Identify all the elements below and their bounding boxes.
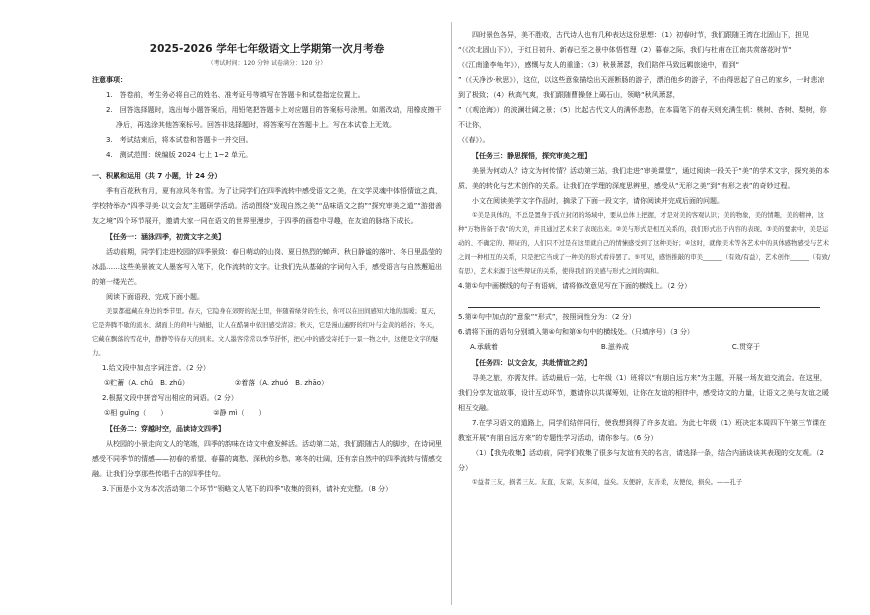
poem-fill-text: 四时景色各异，美不胜收，古代诗人也有几种表达这份思想：（1）初春时节，我们跟随王湾在北固山下，担见: [472, 31, 809, 39]
task-four-heading: 【任务四：以文会友，共赴情谊之约】: [472, 359, 591, 367]
task-three-instruction: 小文在阅读美学文字作品时，摘录了下面一段文字，请你阅读并完成后面的问题。: [472, 197, 724, 205]
task-four-text: 寻美之旅，亦需友伴。活动最后一站，七年级（1）班将以“有朋自远方来”为主题，开展一场友谊交流会。在这里，我们分享友谊故事，设计互动环节，邀请你以共谋筹划，让你在友谊的相伴中，感受诗文的力量，让语文之美与友谊之暖相互交融。: [458, 374, 829, 412]
option[interactable]: C.贯穿于: [731, 343, 760, 351]
question-7-part-1: （1）【我先收集】活动前，同学们收集了很多与友谊有关的名言，请选择一条，结合内涵谈谈其表现的交友观。（2 分）: [458, 449, 824, 472]
task-one-heading: 【任务一：涵泳四季，初赏文字之美】: [106, 233, 225, 241]
notes-heading: 注意事项：: [92, 76, 127, 84]
right-column: [458, 28, 830, 490]
question-1: 1.给文段中加点字词注音。（2 分）: [102, 364, 210, 372]
question-2: 2.根据文段中拼音写出相应的词语。（2 分）: [102, 394, 238, 402]
note-item: 2. 回答选择题时，选出每小题答案后，用铅笔把答题卡上对应题目的答案标号涂黑。如需改动，用橡皮擦干净后，再选涂其他答案标号。回答非选择题时，将答案写在答题卡上。写在本试卷上无效。: [106, 106, 442, 129]
question-6: 6.请将下面的语句分别填入第④句和第⑤句中的横线处。（只填序号）（3 分）: [458, 328, 694, 336]
question-5: 5.第②句中加点的“意象”“形式”，按照词性分为：（2 分）: [458, 313, 636, 321]
poem-fill-text: ”（《天净沙·秋思》），这位，以这些意象描绘出天涯断肠的游子，漂泊他乡的游子，不由得思起了自己的家乡，一时悲凉到了极致；（4）秋高气爽，我们跟随曹操登上碣石山，领略“秋风萧瑟，: [458, 76, 825, 99]
note-item: 3. 考试结束后，将本试卷和答题卡一并交回。: [106, 136, 253, 144]
question-6-options: [458, 340, 830, 355]
option[interactable]: B.滋养成: [600, 343, 629, 351]
option[interactable]: ②着落（A. zhuó B. zhāo）: [234, 379, 329, 387]
note-item: 1. 答卷前，考生务必将自己的姓名、准考证号等填写在答题卡和试卷指定位置上。: [106, 91, 365, 99]
poem-fill-text: （《江南逢李龟年》），感慨与友人的重逢；（3）秋景萧瑟，我们陪伴马致远羁旅途中，看到“: [458, 61, 740, 69]
question-2-options: [92, 406, 442, 421]
option[interactable]: A.承载着: [470, 343, 498, 351]
reading-instruction: 阅读下面语段，完成下面小题。: [106, 293, 204, 301]
answer-line[interactable]: [468, 294, 820, 308]
intro-paragraph: 季有百花秋有月，夏有凉风冬有雪。为了让同学们在四季流转中感受语文之美，在文学灵魂中体悟情谊之真，学校特举办“四季寻美·以文会友”主题研学活动。活动围绕“发现自然之美”“品味语文之韵”“探究审美之道”“游猎善友之境”四个环节展开，邀请大家一同在语文的世界里漫步，于四季的画卷中寻趣，在友谊的脉络下成长。: [92, 187, 442, 225]
left-column: [92, 28, 442, 497]
task-three-heading: 【任务三：静思探悟，探究审美之理】: [472, 152, 591, 160]
task-three-text: 美景为何动人？诗文为何传情？活动第三站，我们走进“审美课堂”，通过阅读一段关于“美”的学术文字，探究美的本质、美的转化与艺术创作的关系。让我们在学理的深度思辨里，感受从“无形之美”到“有形之表”的奇妙过程。: [458, 167, 830, 190]
column-divider: [451, 22, 452, 605]
option[interactable]: ①贮蓄（A. chǔ B. zhǔ）: [104, 379, 189, 387]
task-two-heading: 【任务二：穿越时空，品读诗文四季】: [106, 425, 225, 433]
poem-fill-text: （《春》）。: [458, 136, 490, 144]
option[interactable]: ①相 guǐng（ ）: [104, 409, 168, 417]
section-heading: 一、积累和运用（共 7 小题，计 24 分）: [92, 172, 222, 180]
question-1-options: [92, 376, 442, 391]
quote-item: ①益者三友，损者三友。友直，友谅，友多闻，益矣。友便辟，友善柔，友便佞，损矣。——孔子: [472, 479, 743, 486]
aesthetics-passage: ①美是具体的，不总是置身于孤立封闭的场域中，要从总体上把握，才是对美的客观认识；美的物象，美的情趣，美的精神，这种“万物皆备于我”的大美，并且通过艺术来了表现出来。②美与形式是相互关系的，我们形式出于内容的表现。③美的要素中，美是运动的、不确定的、辩证的，人们只不过是在这里就自己的情愫感受到了这种美好；④这时，就像美术等各艺术中的具体感物感受与艺术之间一种相互的关系，只是把它当成了一种美的形式看待罢了。⑤可见，感悟推敲的审美______（有效/有益），艺术创作______（有致/有思），艺术来源于这些辩证的关系，使得我们的美感与形式之间的调和。: [458, 212, 830, 275]
note-item: 4. 测试范围：统编版 2024 七上 1~2 单元。: [106, 151, 253, 159]
question-4: 4.第①句中画横线的句子有语病，请将修改意见写在下面的横线上。（2 分）: [458, 282, 692, 290]
task-two-text: 从校园的小景走向文人的笔端，四季的韵味在诗文中愈发鲜活。活动第二站，我们跟随古人的脚步，在诗词里感受不同季节的情感——初春的希望、春暮的离愁、深秋的乡愁、寒冬的壮阔，还有亲自然中的四季流转与情感交融。让我们分享那些传唱千古的四季佳句。: [92, 440, 442, 478]
task-one-text: 活动前期，同学们走进校园的四季景致：春日萌动的山岗、夏日热烈的蝉声、秋日静谧的落叶、冬日里晶莹的冰晶……这些美景被文人墨客写入笔下，化作流转的文字。让我们先从基础的字词句入手，感受语言与自然邂逅出的第一缕光芒。: [92, 248, 442, 286]
exam-title: 2025-2026 学年七年级语文上学期第一次月考卷: [149, 43, 385, 55]
reading-passage: 美景都蕴藏在身边的季节里。春天，它隐身在郊野的泥土里，伴随着绿芽的生长，你可以在田间感知大地的温暖；夏天，它是奔腾不歇的流水、湖面上的荷叶与蜻蜓，让人在酷暑中依旧感受清凉；秋天，它是漫山遍野的红叶与金黄的稻谷；冬天，它藏在飘落的雪花中，静静等待春天的到来。文人墨客常常以季节抒怀，把心中的感受寄托于一景一物之中，这便是文字的魅力。: [92, 308, 440, 357]
poem-fill-text: ”（《观沧海》）的波澜壮阔之景；（5）比起古代文人的满怀悲愁，在本篇笔下的春天则充满生机：桃树、杏树、梨树，你不让你，: [458, 106, 827, 129]
option[interactable]: ②静 mì（ ）: [213, 409, 266, 417]
question-7: 7.在学习语文的道路上，同学们结伴同行，使我想到得了许多友谊。为此七年级（1）班决定本周四下午第三节课在教室开展“有朋自远方来”的专题性学习活动，请你参与。（6 分）: [458, 419, 827, 442]
poem-fill-text: “（《次北固山下》），于红日初升、新春已至之景中体悟哲理（2）暮春之际，我们与杜甫在江南共赏落花时节“: [458, 46, 792, 54]
exam-subtitle: （考试时间：120 分钟 试卷满分：120 分）: [207, 60, 327, 67]
question-3: 3.下面是小文为本次活动第二个环节“领略文人笔下的四季”收集的资料，请补充完整。（8 分）: [102, 485, 393, 493]
